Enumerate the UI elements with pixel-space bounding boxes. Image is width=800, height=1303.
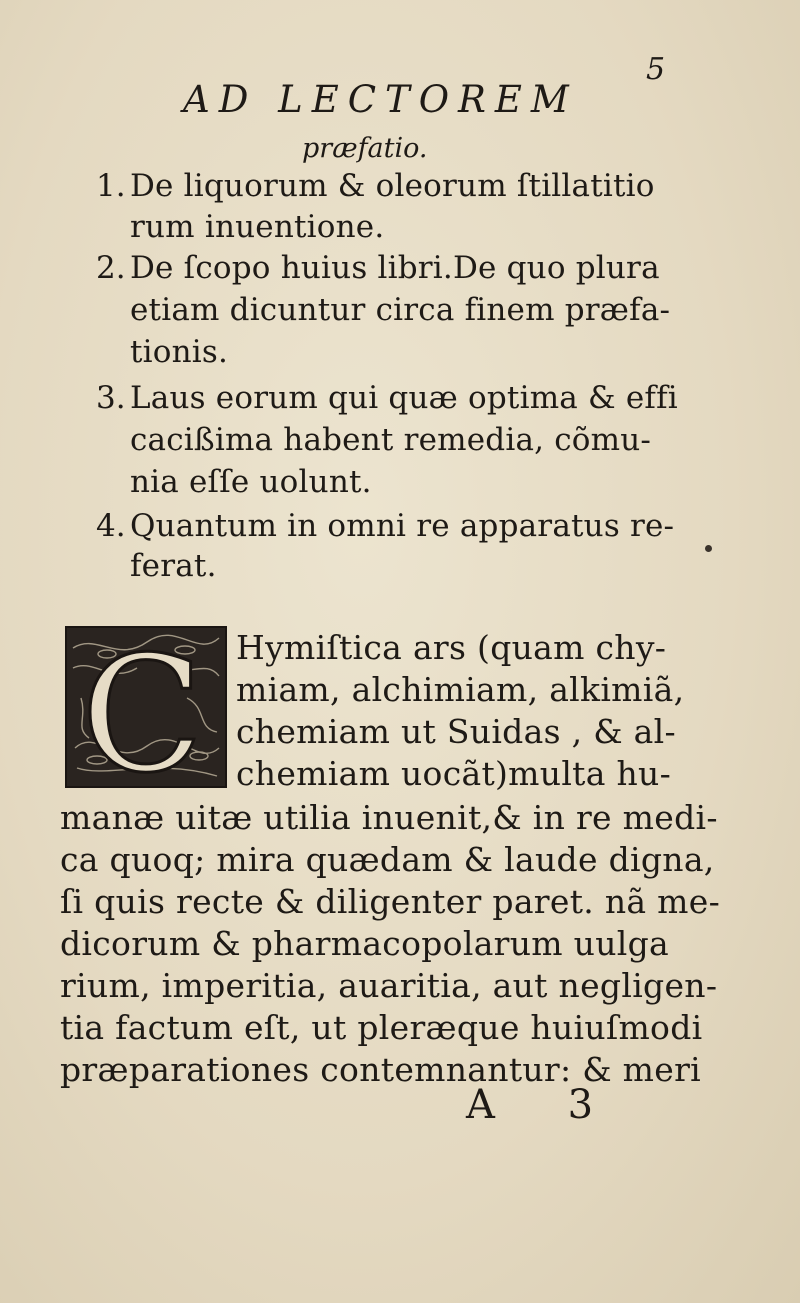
- contents-line: cacißima habent remedia, cõmu-: [130, 422, 652, 458]
- contents-line: De liquorum & oleorum ſtillatitio: [130, 168, 655, 204]
- initial-letter: C: [81, 628, 204, 786]
- contents-line: De ſcopo huius libri.De quo plura: [130, 250, 660, 286]
- contents-line: Quantum in omni re apparatus re-: [130, 508, 675, 544]
- body-line: præparationes contemnantur: & meri: [60, 1050, 702, 1089]
- contents-number: 1.: [96, 168, 126, 204]
- contents-number: 3.: [96, 380, 126, 416]
- page-subtitle: præfatio.: [302, 133, 428, 164]
- contents-number: 4.: [96, 508, 126, 544]
- body-line: ſi quis recte & diligenter paret. nã me-: [60, 882, 721, 921]
- contents-line: etiam dicuntur circa finem præfa-: [130, 292, 671, 328]
- page-title: AD LECTOREM: [183, 78, 578, 121]
- contents-line: tionis.: [130, 334, 229, 370]
- body-line: chemiam ut Suidas , & al-: [236, 712, 676, 751]
- body-line: rium, imperitia, auaritia, aut negligen-: [60, 966, 718, 1005]
- decorated-initial: [65, 626, 227, 788]
- signature-mark: A 3: [466, 1082, 624, 1128]
- page-number: 5: [646, 52, 666, 87]
- body-line: Hymiſtica ars (quam chy-: [236, 628, 667, 667]
- contents-line: rum inuentione.: [130, 209, 385, 245]
- body-line: ca quoq; mira quædam & laude digna,: [60, 840, 715, 879]
- ink-spot: [705, 545, 712, 552]
- body-line: manæ uitæ utilia inuenit,& in re medi-: [60, 798, 718, 837]
- contents-line: ferat.: [130, 548, 217, 584]
- body-line: tia factum eſt, ut pleræque huiuſmodi: [60, 1008, 703, 1047]
- contents-number: 2.: [96, 250, 126, 286]
- body-line: chemiam uocãt)multa hu-: [236, 754, 672, 793]
- body-line: dicorum & pharmacopolarum uulga: [60, 924, 670, 963]
- foliage-ornament-icon: [67, 628, 225, 786]
- contents-line: nia eſſe uolunt.: [130, 464, 372, 500]
- contents-line: Laus eorum qui quæ optima & effi: [130, 380, 678, 416]
- body-line: miam, alchimiam, alkimiã,: [236, 670, 685, 709]
